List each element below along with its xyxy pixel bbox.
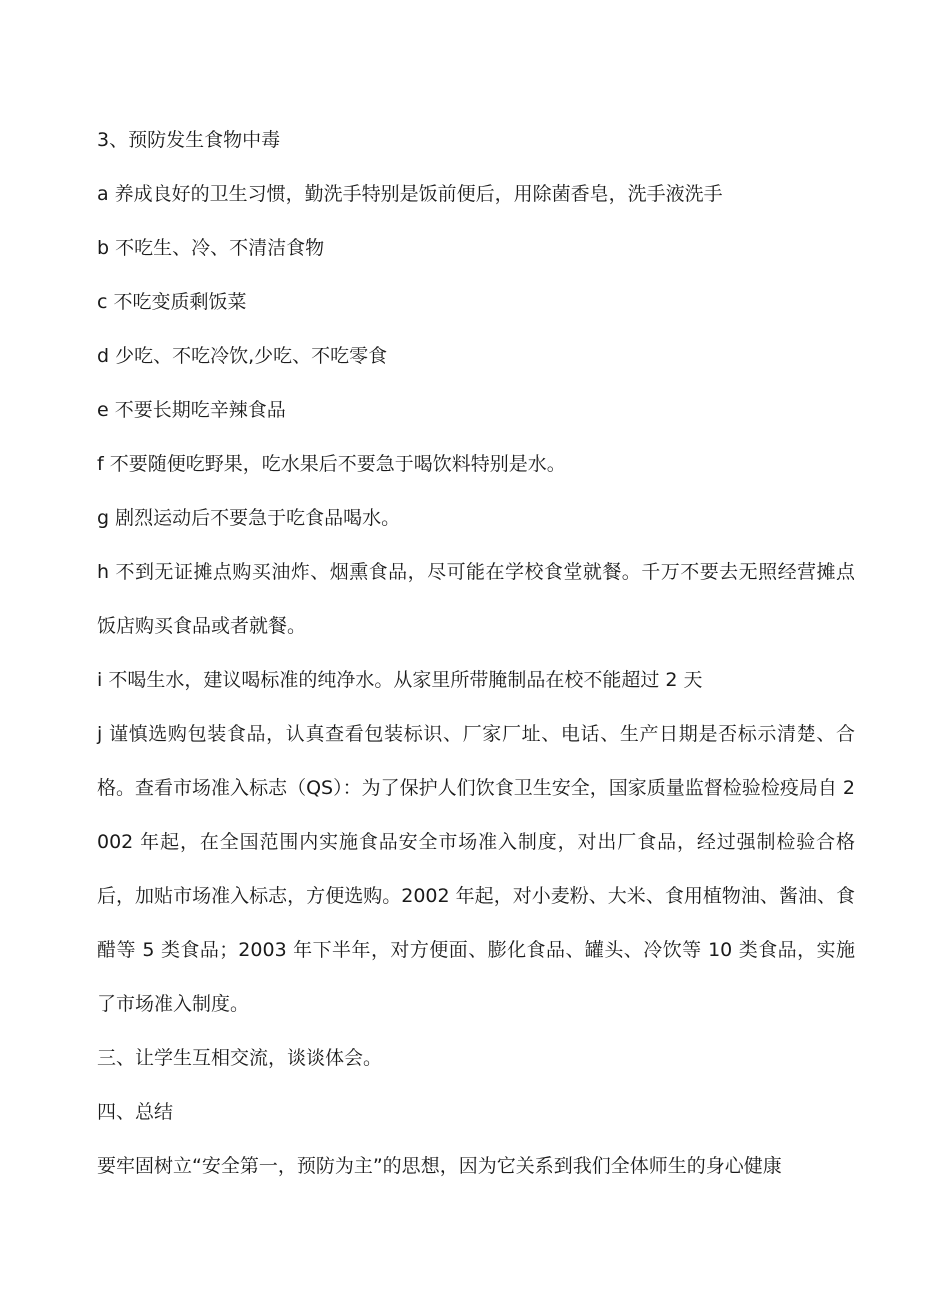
list-item-j: j 谨慎选购包装食品，认真查看包装标识、厂家厂址、电话、生产日期是否标示清楚、合格。查看市场准入标志（QS）：为了保护人们饮食卫生安全，国家质量监督检验检疫局自 2002 年起，在全国范围内实施食品安全市场准入制度，对出厂食品，经过强制检验合格后，加贴市场准入标志，方便选购。2002 年起，对小麦粉、大米、食用植物油、酱油、食醋等 5 类食品；2003 年下半年，对方便面、膨化食品、罐头、冷饮等 10 类食品，实施了市场准入制度。 <box>97 723 855 1015</box>
list-item-d: d 少吃、不吃冷饮,少吃、不吃零食 <box>97 345 388 367</box>
summary-paragraph: 要牢固树立“安全第一，预防为主”的思想，因为它关系到我们全体师生的身心健康 <box>97 1155 782 1177</box>
list-item-f: f 不要随便吃野果，吃水果后不要急于喝饮料特别是水。 <box>97 453 566 475</box>
list-item-h: h 不到无证摊点购买油炸、烟熏食品，尽可能在学校食堂就餐。千万不要去无照经营摊点饭店购买食品或者就餐。 <box>97 561 855 637</box>
list-item-g: g 剧烈运动后不要急于吃食品喝水。 <box>97 507 401 529</box>
list-item-b: b 不吃生、冷、不清洁食物 <box>97 237 325 259</box>
list-item-a: a 养成良好的卫生习惯，勤洗手特别是饭前便后，用除菌香皂，洗手液洗手 <box>97 183 723 205</box>
section-heading-summary: 四、总结 <box>97 1101 174 1123</box>
list-item-c: c 不吃变质剩饭菜 <box>97 291 247 313</box>
section-heading-exchange: 三、让学生互相交流，谈谈体会。 <box>97 1047 383 1069</box>
list-item-e: e 不要长期吃辛辣食品 <box>97 399 286 421</box>
document-body <box>97 113 855 1193</box>
list-item-i: i 不喝生水，建议喝标准的纯净水。从家里所带腌制品在校不能超过 2 天 <box>97 669 703 691</box>
section-heading-food-poisoning: 3、预防发生食物中毒 <box>97 129 281 151</box>
